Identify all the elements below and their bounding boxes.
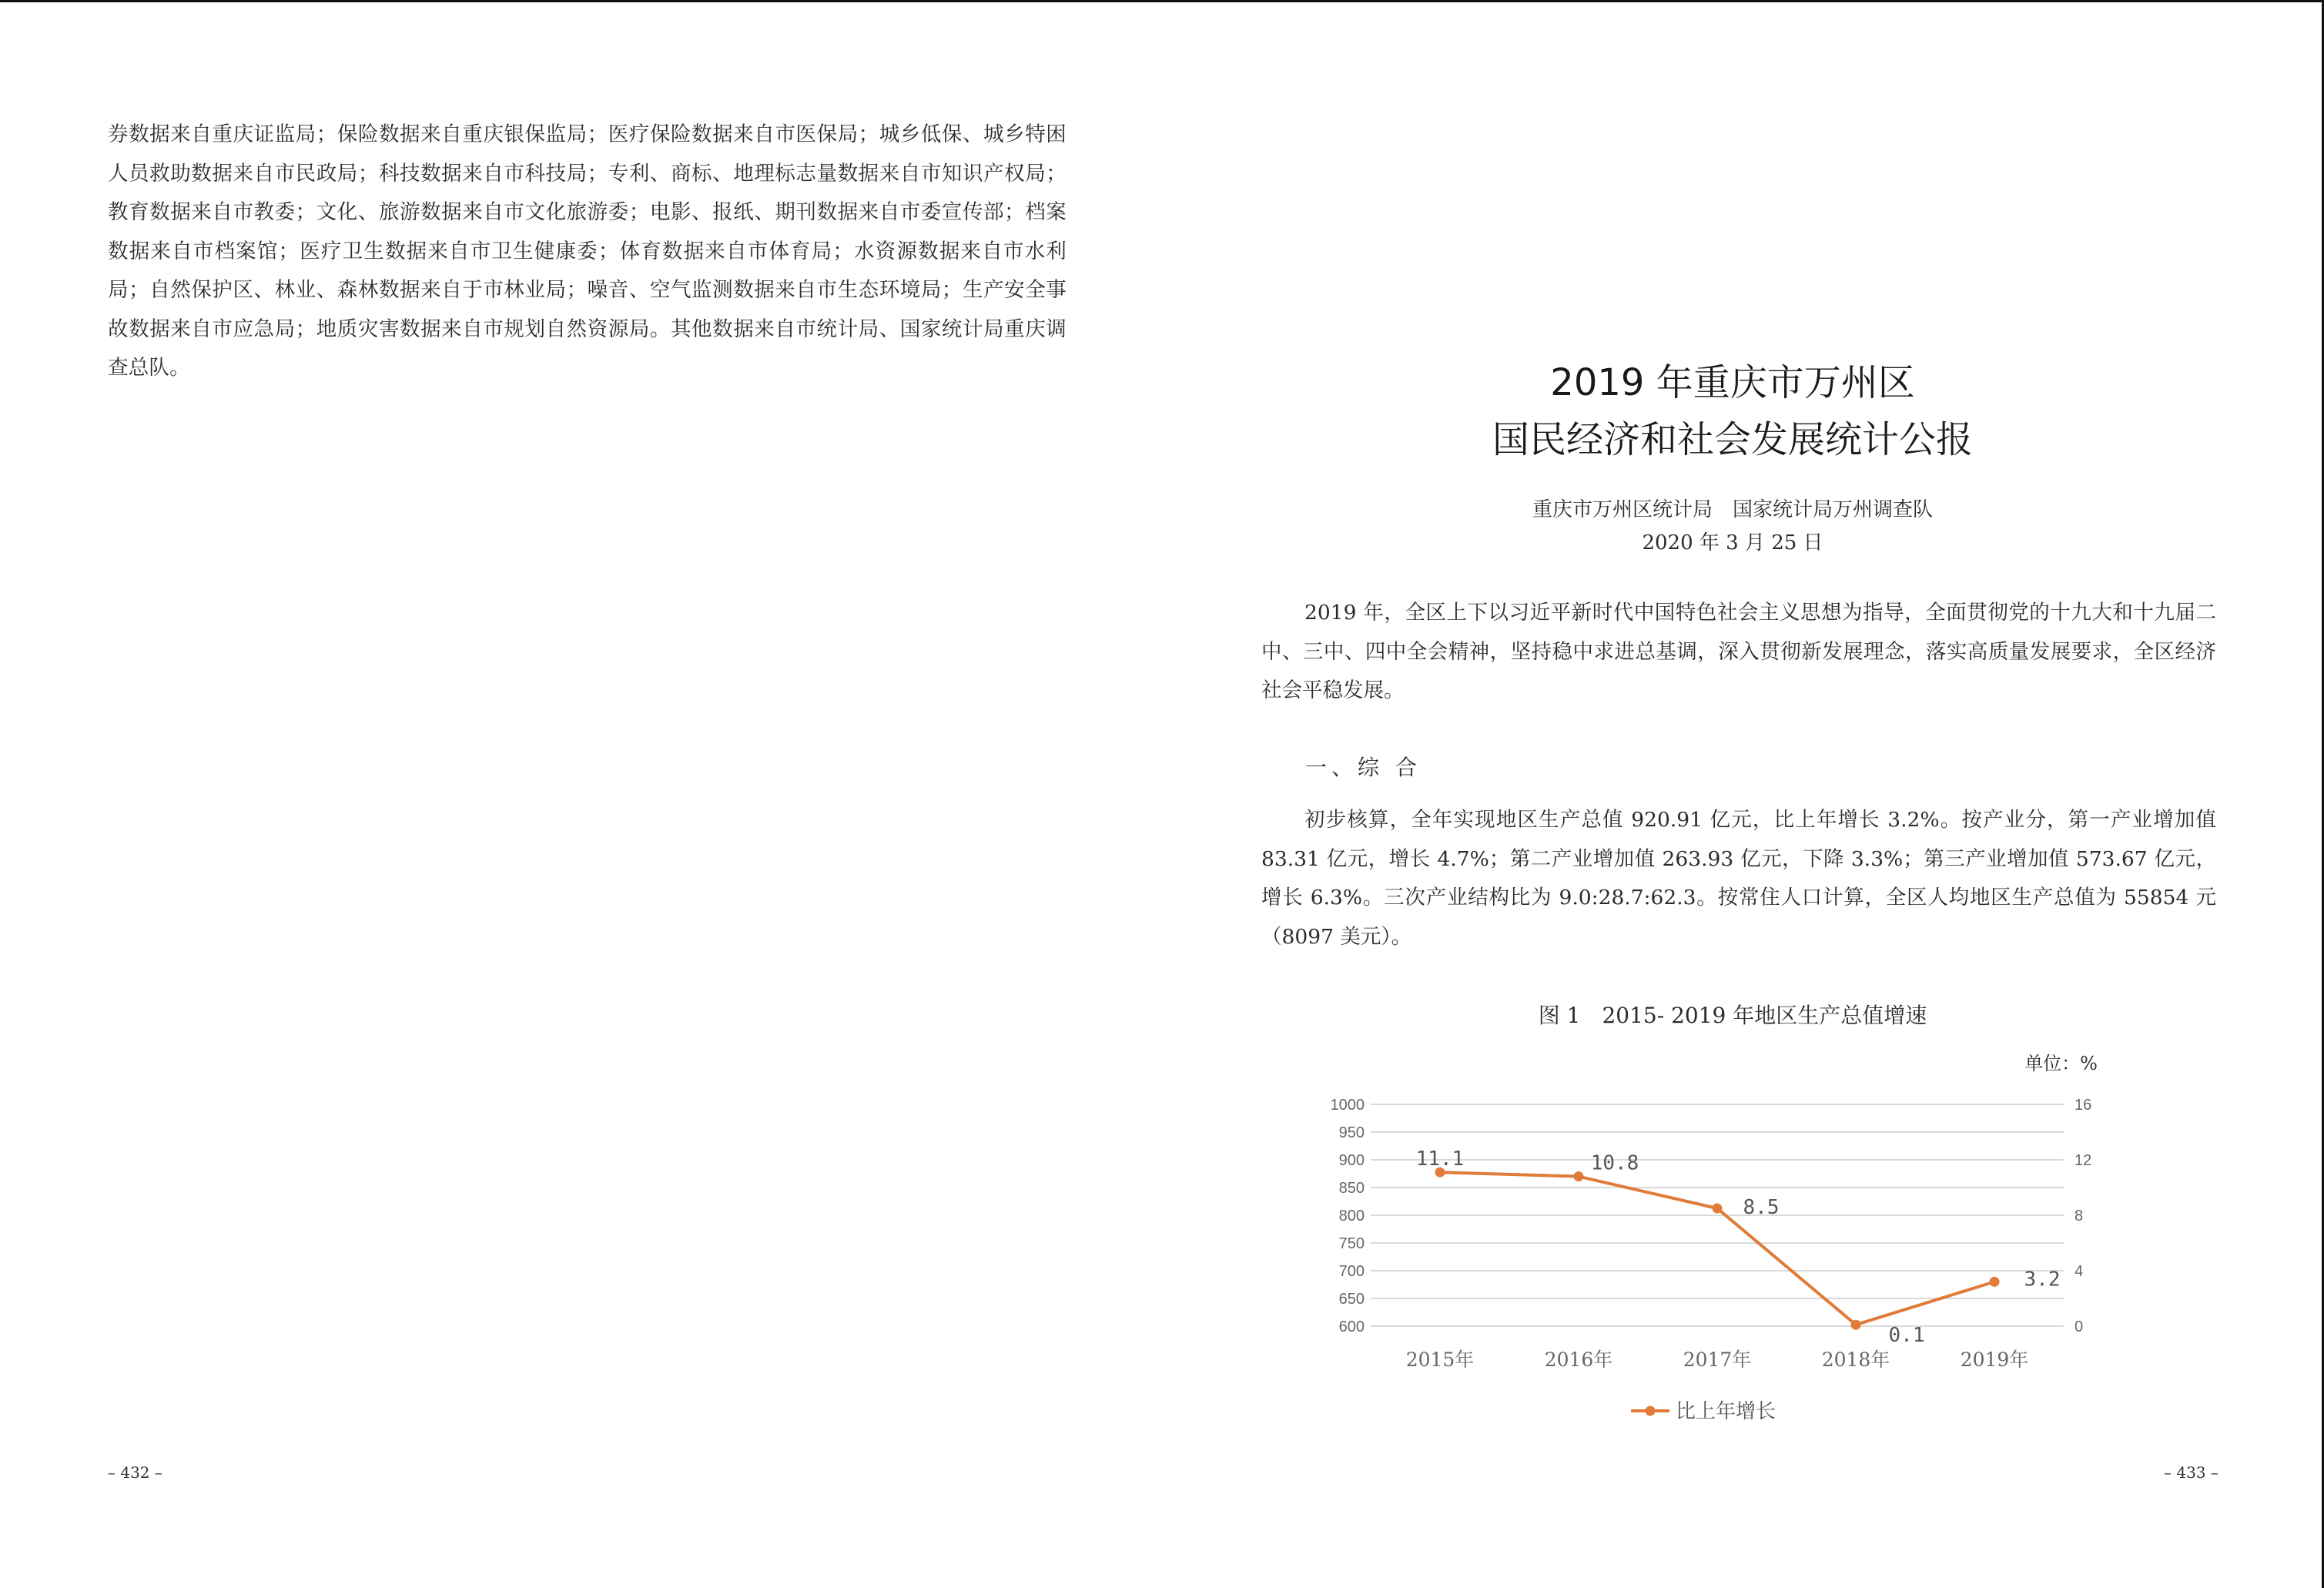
- data-point: [1574, 1171, 1584, 1181]
- y-left-tick-label: 950: [1338, 1124, 1365, 1141]
- y-right-tick-label: 16: [2075, 1097, 2092, 1114]
- x-tick-label: 2018年: [1821, 1348, 1890, 1371]
- y-left-tick-label: 800: [1338, 1208, 1365, 1225]
- report-date: 2020 年 3 月 25 日: [1642, 531, 1823, 554]
- data-label: 11.1: [1415, 1147, 1465, 1171]
- section-body: [1261, 801, 2216, 956]
- legend-label: 比上年增长: [1676, 1400, 1776, 1423]
- x-tick-label: 2016年: [1544, 1348, 1613, 1371]
- report-title-line1: 2019 年重庆市万州区: [1550, 361, 1915, 404]
- data-point: [1990, 1277, 2000, 1287]
- intro-block: [1261, 594, 2216, 711]
- intro-paragraph: 2019 年，全区上下以习近平新时代中国特色社会主义思想为指导，全面贯彻党的十九大和十九届二中、三中、四中全会精神，坚持稳中求进总基调，深入贯彻新发展理念，落实高质量发展要求，全区经济社会平稳发展。: [1261, 601, 2216, 702]
- y-right-tick-label: 0: [2075, 1318, 2084, 1335]
- data-point: [1851, 1320, 1861, 1330]
- unit-label: 单位：%: [2024, 1053, 2098, 1074]
- y-right-tick-label: 8: [2075, 1208, 2084, 1225]
- top-rule: [0, 0, 2324, 2]
- legend-marker: [1646, 1406, 1656, 1416]
- section-paragraph: 初步核算，全年实现地区生产总值 920.91 亿元，比上年增长 3.2%。按产业分，第一产业增加值 83.31 亿元，增长 4.7%；第二产业增加值 263.93 亿元，下降 3.3%；第三产业增加值 573.67 亿元，增长 6.3%。三次产业结构比为 9.0:28.7:62.3。按常住人口计算，全区人均地区生产总值为 55854 元（8097 美元）。: [1261, 808, 2216, 949]
- y-left-tick-label: 900: [1338, 1152, 1365, 1169]
- left-page-body: [108, 116, 1067, 388]
- x-tick-label: 2019年: [1960, 1348, 2029, 1371]
- x-tick-label: 2015年: [1405, 1348, 1475, 1371]
- y-left-tick-label: 700: [1338, 1263, 1365, 1280]
- report-title-line2: 国民经济和社会发展统计公报: [1492, 418, 1973, 461]
- page-number-right: – 433 –: [2164, 1463, 2219, 1482]
- section-heading: 一、综 合: [1305, 755, 1422, 780]
- y-left-tick-label: 850: [1338, 1180, 1365, 1197]
- data-label: 0.1: [1888, 1324, 1925, 1348]
- y-right-tick-label: 12: [2075, 1152, 2092, 1169]
- left-page-paragraph: 券数据来自重庆证监局；保险数据来自重庆银保监局；医疗保险数据来自市医保局；城乡低保、城乡特困人员救助数据来自市民政局；科技数据来自市科技局；专利、商标、地理标志量数据来自市知识产权局；教育数据来自市教委；文化、旅游数据来自市文化旅游委；电影、报纸、期刊数据来自市委宣传部；档案数据来自市档案馆；医疗卫生数据来自市卫生健康委；体育数据来自市体育局；水资源数据来自市水利局；自然保护区、林业、森林数据来自于市林业局；噪音、空气监测数据来自市生态环境局；生产安全事故数据来自市应急局；地质灾害数据来自市规划自然资源局。其他数据来自市统计局、国家统计局重庆调查总队。: [108, 122, 1067, 380]
- y-right-tick-label: 4: [2075, 1263, 2084, 1280]
- gdp-growth-line-chart: [1309, 1078, 2141, 1432]
- issuing-organizations: 重庆市万州区统计局 国家统计局万州调查队: [1532, 498, 1933, 521]
- page-number-left: – 432 –: [108, 1463, 162, 1482]
- figure-title: 图 1 2015- 2019 年地区生产总值增速: [1538, 1003, 1927, 1028]
- y-left-tick-label: 600: [1338, 1318, 1365, 1335]
- data-label: 10.8: [1590, 1151, 1639, 1175]
- y-left-tick-label: 1000: [1330, 1097, 1365, 1114]
- y-left-tick-label: 750: [1338, 1235, 1365, 1252]
- data-label: 3.2: [2024, 1268, 2061, 1292]
- series-line: [1440, 1172, 1994, 1325]
- x-tick-label: 2017年: [1683, 1348, 1752, 1371]
- data-point: [1713, 1204, 1723, 1214]
- y-left-tick-label: 650: [1338, 1291, 1365, 1308]
- data-label: 8.5: [1743, 1196, 1780, 1219]
